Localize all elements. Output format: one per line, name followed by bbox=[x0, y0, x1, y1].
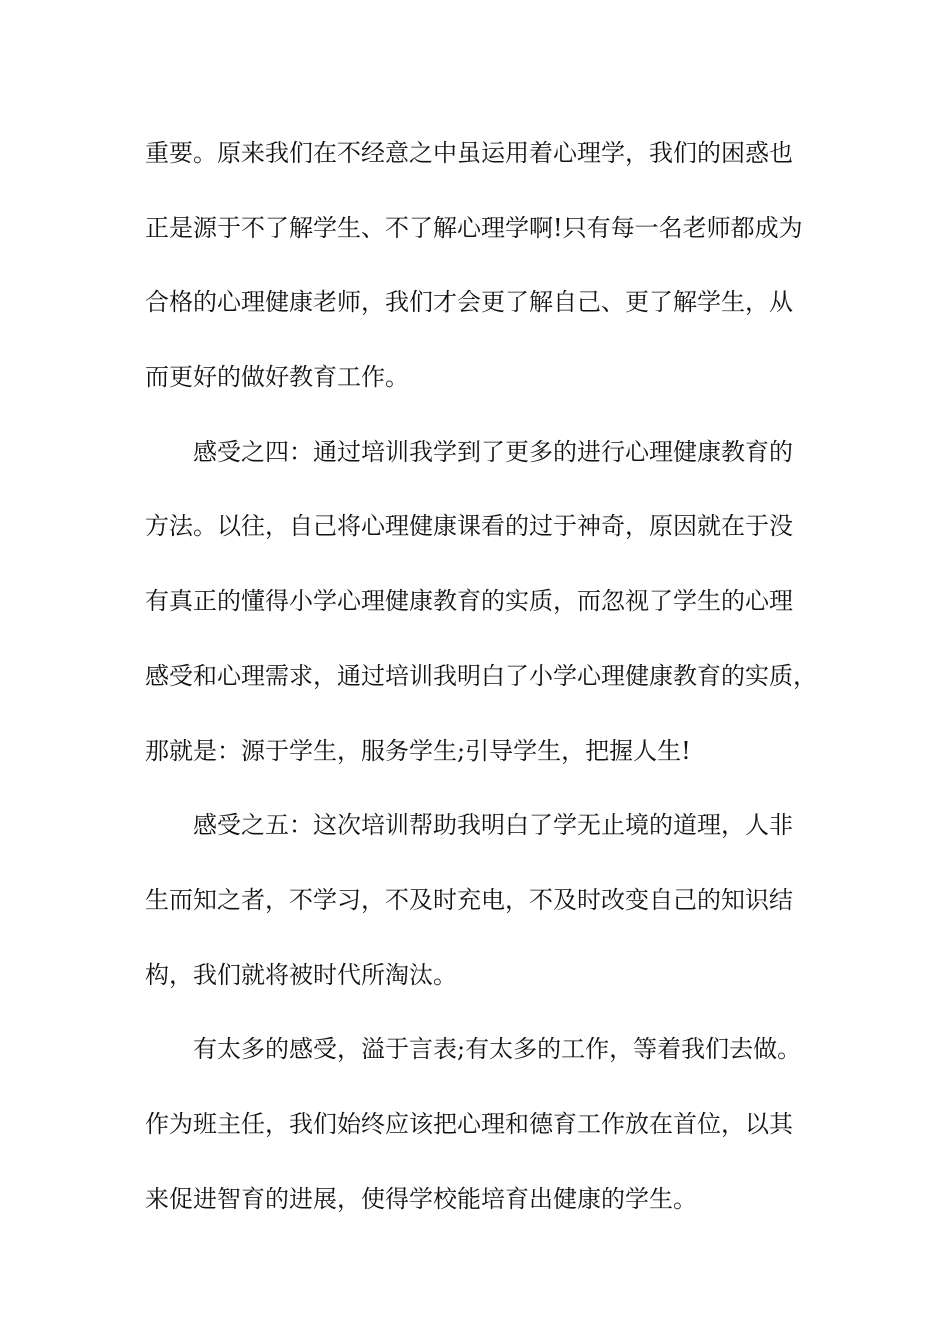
text-line: 而更好的做好教育工作。 bbox=[145, 363, 409, 392]
text-line: 那就是：源于学生，服务学生;引导学生，把握人生! bbox=[145, 736, 691, 765]
body-text bbox=[145, 130, 825, 1250]
text-line: 构，我们就将被时代所淘汰。 bbox=[145, 960, 457, 989]
paragraph-start-line: 感受之四：通过培训我学到了更多的进行心理健康教育的 bbox=[193, 437, 793, 466]
text-line: 生而知之者，不学习，不及时充电，不及时改变自己的知识结 bbox=[145, 885, 793, 914]
paragraph-start-line: 感受之五：这次培训帮助我明白了学无止境的道理，人非 bbox=[193, 811, 793, 840]
text-line: 感受和心理需求，通过培训我明白了小学心理健康教育的实质， bbox=[145, 661, 817, 690]
text-line: 合格的心理健康老师，我们才会更了解自己、更了解学生，从 bbox=[145, 288, 793, 317]
text-line: 来促进智育的进展，使得学校能培育出健康的学生。 bbox=[145, 1184, 697, 1213]
text-line: 有真正的懂得小学心理健康教育的实质，而忽视了学生的心理 bbox=[145, 587, 793, 616]
text-line: 重要。原来我们在不经意之中虽运用着心理学，我们的困惑也 bbox=[145, 139, 793, 167]
text-line: 方法。以往，自己将心理健康课看的过于神奇，原因就在于没 bbox=[145, 512, 793, 541]
paragraph-start-line: 有太多的感受，溢于言表;有太多的工作，等着我们去做。 bbox=[193, 1035, 802, 1064]
text-line: 作为班主任，我们始终应该把心理和德育工作放在首位，以其 bbox=[145, 1109, 793, 1138]
text-line: 正是源于不了解学生、不了解心理学啊!只有每一名老师都成为 bbox=[145, 213, 803, 242]
